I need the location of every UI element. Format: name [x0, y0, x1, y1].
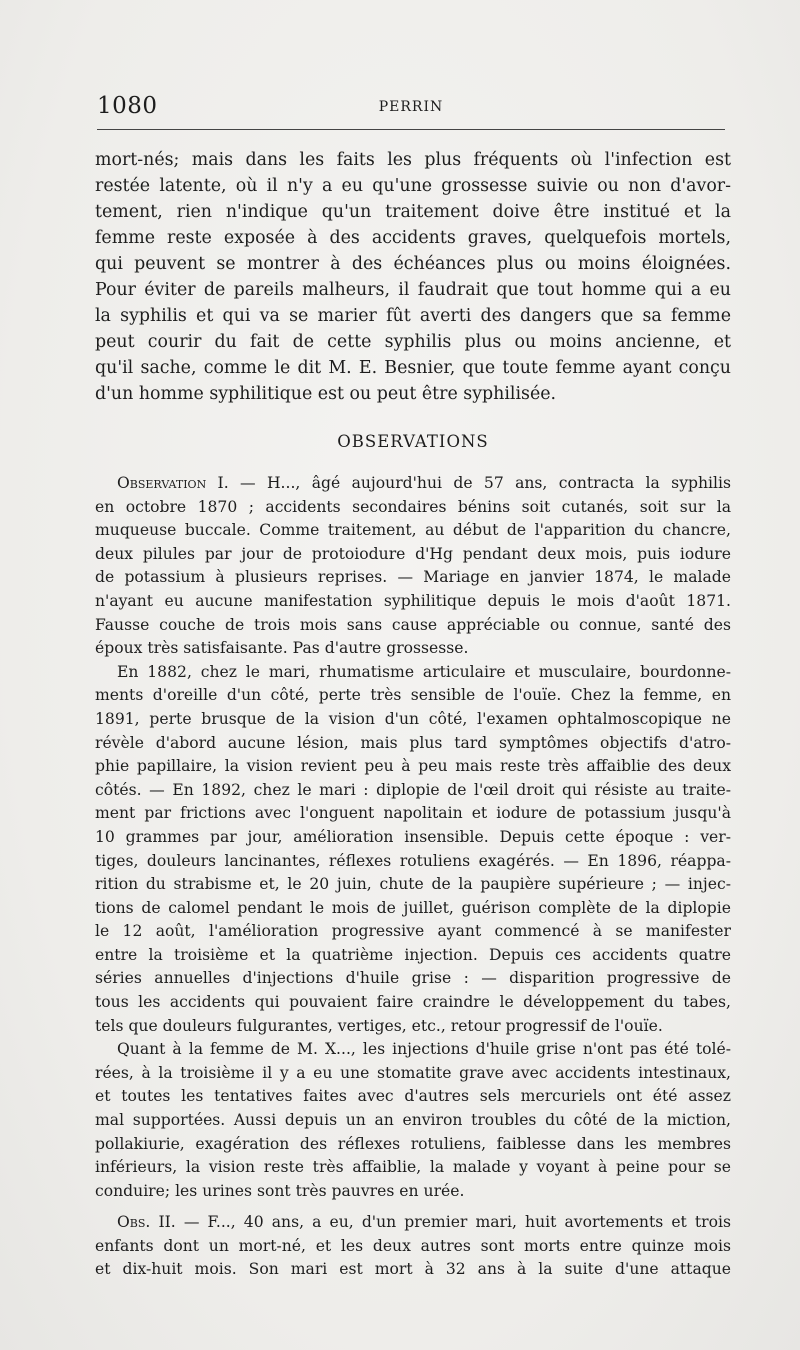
- page-header: [97, 93, 725, 121]
- observation-first-line: I. — H..., âgé aujourd'hui de 57 ans, contracta la syphilis: [206, 474, 731, 492]
- text-line: [95, 472, 731, 496]
- text-line: restée latente, où il n'y a eu qu'une grossesse suivie ou non d'avor-: [95, 176, 731, 196]
- text-line: tous les accidents qui pouvaient faire craindre le développement du tabes,: [95, 993, 731, 1012]
- text-line: [95, 1211, 731, 1235]
- text-line: ment par frictions avec l'onguent napolitain et iodure de potassium jusqu'à: [95, 804, 731, 823]
- text-line: qui peuvent se montrer à des échéances plus ou moins éloignées.: [95, 254, 731, 274]
- text-line: la syphilis et qui va se marier fût averti des dangers que sa femme: [95, 306, 731, 326]
- text-line: tels que douleurs fulgurantes, vertiges, etc., retour progressif de l'ouïe.: [95, 1016, 663, 1035]
- text-line: en octobre 1870 ; accidents secondaires bénins soit cutanés, soit sur la: [95, 497, 731, 516]
- text-line: le 12 août, l'amélioration progressive ayant commencé à se manifester: [95, 922, 731, 941]
- text-line: Pour éviter de pareils malheurs, il faudrait que tout homme qui a eu: [95, 280, 731, 300]
- page-number: 1080: [97, 93, 158, 119]
- text-line: peut courir du fait de cette syphilis plus ou moins ancienne, et: [95, 332, 731, 352]
- text-line: et toutes les tentatives faites avec d'autres sels mercuriels ont été assez: [95, 1087, 731, 1106]
- text-line: tiges, douleurs lancinantes, réflexes rotuliens exagérés. — En 1896, réappa-: [95, 851, 731, 870]
- observation-label: Obs.: [117, 1213, 151, 1231]
- text-line: tions de calomel pendant le mois de juillet, guérison complète de la diplopie: [95, 898, 731, 917]
- text-line: ments d'oreille d'un côté, perte très sensible de l'ouïe. Chez la femme, en: [95, 686, 731, 705]
- text-line: Fausse couche de trois mois sans cause appréciable ou connue, santé des: [95, 615, 731, 634]
- text-line: entre la troisième et la quatrième injection. Depuis ces accidents quatre: [95, 945, 731, 964]
- observation-1: [95, 472, 731, 1203]
- text-line: d'un homme syphilitique est ou peut être syphilisée.: [95, 384, 557, 404]
- observation-2: [95, 1211, 731, 1282]
- text-line: époux très satisfaisante. Pas d'autre grossesse.: [95, 639, 469, 658]
- text-line: qu'il sache, comme le dit M. E. Besnier, que toute femme ayant conçu: [95, 358, 731, 378]
- observation-first-line: II. — F..., 40 ans, a eu, d'un premier mari, huit avortements et trois: [150, 1213, 731, 1231]
- text-line: révèle d'abord aucune lésion, mais plus tard symptômes objectifs d'atro-: [95, 733, 731, 752]
- text-line: femme reste exposée à des accidents graves, quelquefois mortels,: [95, 228, 731, 248]
- header-rule: [97, 129, 725, 130]
- text-line: conduire; les urines sont très pauvres en urée.: [95, 1181, 465, 1200]
- text-line: tement, rien n'indique qu'un traitement doive être institué et la: [95, 202, 731, 222]
- section-title: OBSERVATIONS: [337, 432, 489, 451]
- text-line: de potassium à plusieurs reprises. — Mariage en janvier 1874, le malade: [95, 568, 731, 587]
- text-line: rition du strabisme et, le 20 juin, chute de la paupière supérieure ; — injec-: [95, 875, 731, 894]
- text-line: côtés. — En 1892, chez le mari : diplopie de l'œil droit qui résiste au traite-: [95, 780, 731, 799]
- text-line: 10 grammes par jour, amélioration insensible. Depuis cette époque : ver-: [95, 827, 731, 846]
- text-line: enfants dont un mort-né, et les deux autres sont morts entre quinze mois: [95, 1236, 731, 1255]
- observation-label: Observation: [117, 474, 207, 492]
- text-line: séries annuelles d'injections d'huile grise : — disparition progressive de: [95, 969, 731, 988]
- text-line: Quant à la femme de M. X..., les injections d'huile grise n'ont pas été tolé-: [117, 1040, 731, 1059]
- text-line: deux pilules par jour de protoiodure d'Hg pendant deux mois, puis iodure: [95, 544, 731, 563]
- text-line: n'ayant eu aucune manifestation syphilitique depuis le mois d'août 1871.: [95, 591, 731, 610]
- text-line: 1891, perte brusque de la vision d'un côté, l'examen ophtalmoscopique ne: [95, 709, 731, 728]
- text-line: mort-nés; mais dans les faits les plus fréquents où l'infection est: [95, 150, 731, 170]
- text-line: muqueuse buccale. Comme traitement, au début de l'apparition du chancre,: [95, 521, 731, 540]
- text-line: et dix-huit mois. Son mari est mort à 32 ans à la suite d'une attaque: [95, 1260, 731, 1279]
- text-line: pollakiurie, exagération des réflexes rotuliens, faiblesse dans les membres: [95, 1134, 731, 1153]
- text-line: inférieurs, la vision reste très affaiblie, la malade y voyant à peine pour se: [95, 1158, 731, 1177]
- text-line: mal supportées. Aussi depuis un an environ troubles du côté de la miction,: [95, 1111, 731, 1130]
- running-head: PERRIN: [378, 99, 444, 115]
- text-line: En 1882, chez le mari, rhumatisme articulaire et musculaire, bourdonne-: [117, 662, 731, 681]
- text-line: phie papillaire, la vision revient peu à peu mais reste très affaiblie des deux: [95, 757, 731, 776]
- text-line: rées, à la troisième il y a eu une stomatite grave avec accidents intestinaux,: [95, 1063, 731, 1082]
- intro-paragraph: [95, 147, 731, 407]
